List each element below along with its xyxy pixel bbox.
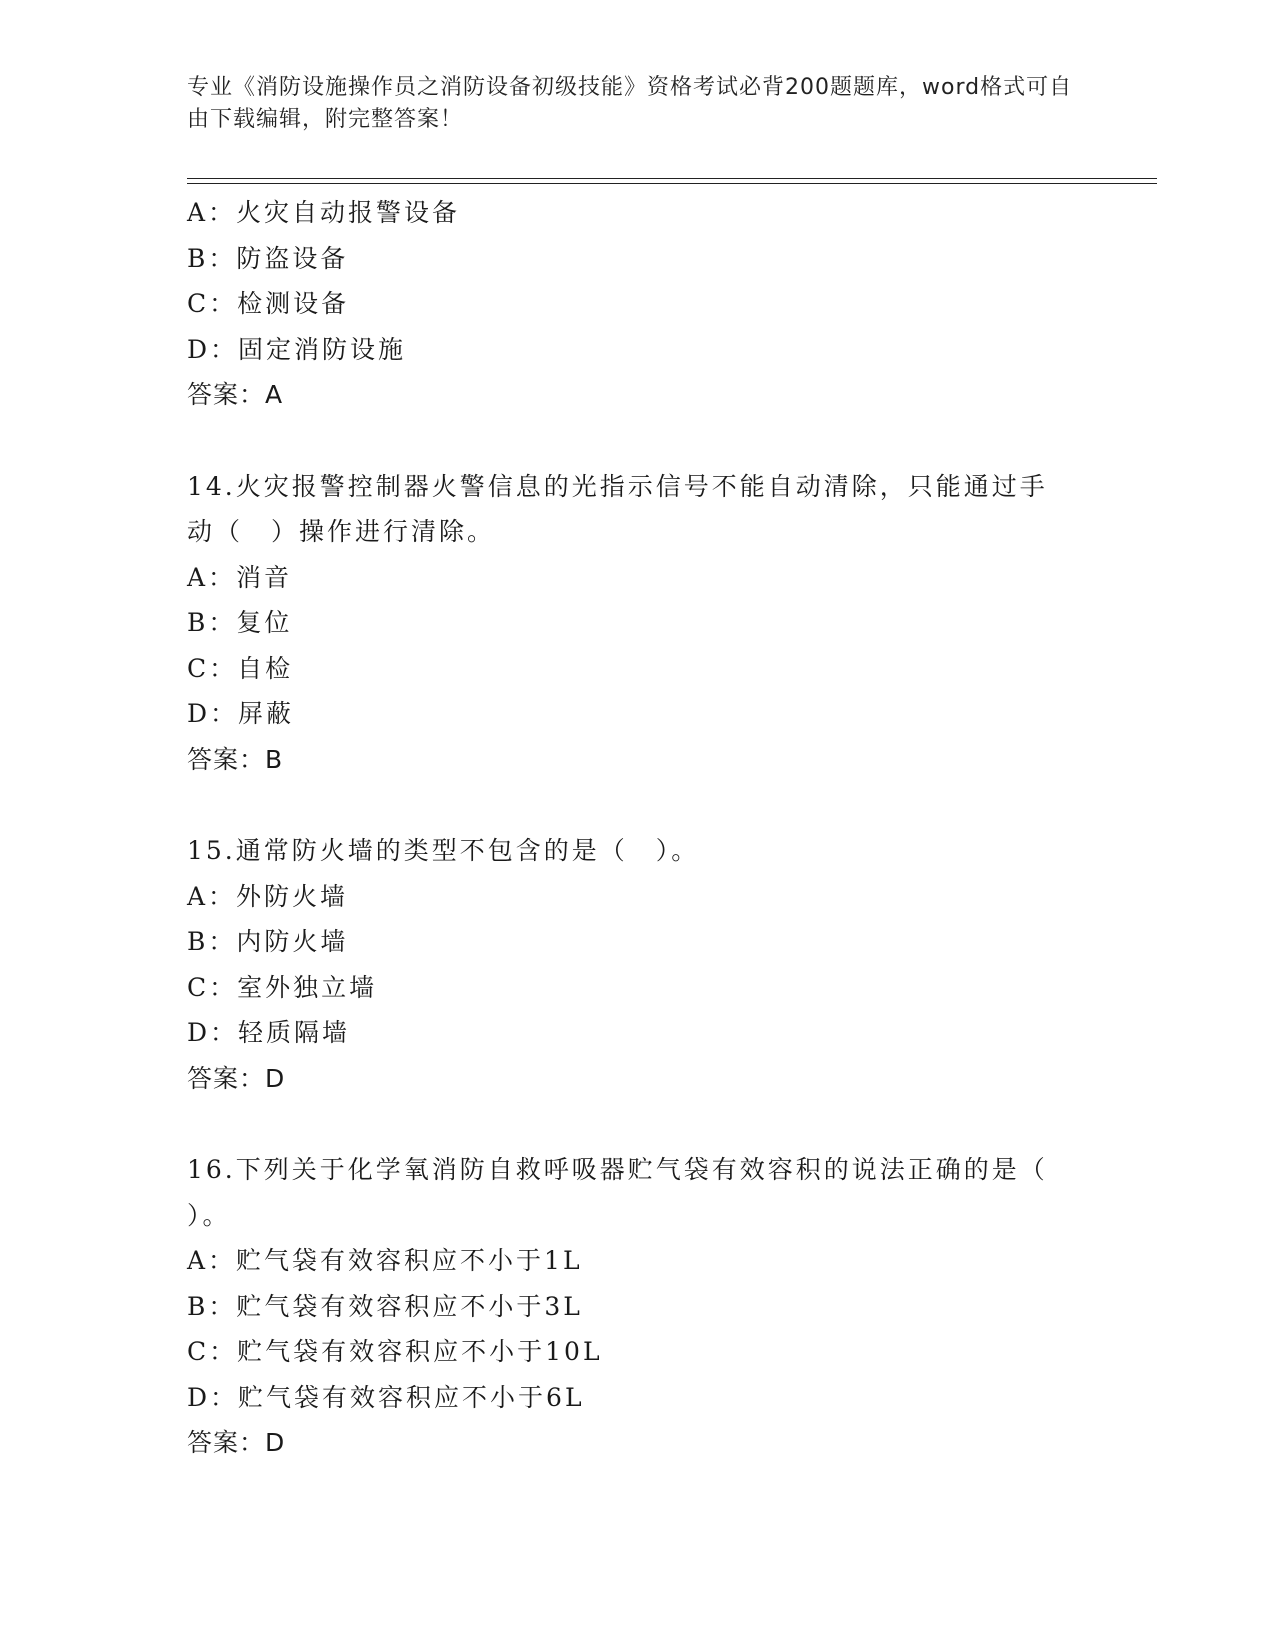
question-stem-continued: ）。 bbox=[187, 1200, 231, 1230]
option-c: C：室外独立墙 bbox=[187, 972, 378, 1002]
answer-line: 答案：A bbox=[187, 380, 284, 409]
question-stem: 15.通常防火墙的类型不包含的是（ ）。 bbox=[187, 836, 700, 865]
answer-line: 答案：D bbox=[187, 1063, 286, 1093]
option-c: C：检测设备 bbox=[187, 289, 350, 318]
option-d: D：屏蔽 bbox=[187, 699, 295, 728]
question-stem-continued: 动（ ）操作进行清除。 bbox=[187, 517, 496, 546]
question-14 bbox=[187, 464, 1087, 783]
option-d: D：轻质隔墙 bbox=[187, 1018, 351, 1047]
header-divider-bottom bbox=[187, 183, 1157, 184]
question-stem: 14.火灾报警控制器火警信息的光指示信号不能自动清除，只能通过手 bbox=[187, 471, 1048, 501]
option-b: B：防盗设备 bbox=[187, 243, 349, 273]
option-c: C：贮气袋有效容积应不小于10L bbox=[187, 1337, 603, 1366]
question-13-continued bbox=[187, 190, 1087, 418]
question-list bbox=[187, 190, 1087, 1466]
option-a: A：火灾自动报警设备 bbox=[187, 198, 461, 227]
answer-line: 答案：D bbox=[187, 1428, 286, 1457]
header-intro-text: 专业《消防设施操作员之消防设备初级技能》资格考试必背200题题库，word格式可自由下载编辑，附完整答案！ bbox=[187, 75, 1073, 132]
option-b: B：复位 bbox=[187, 608, 293, 637]
question-15 bbox=[187, 828, 1087, 1101]
option-b: B：贮气袋有效容积应不小于3L bbox=[187, 1291, 583, 1321]
option-a: A：消音 bbox=[187, 562, 293, 592]
question-16 bbox=[187, 1147, 1087, 1466]
option-a: A：贮气袋有效容积应不小于1L bbox=[187, 1246, 583, 1275]
option-d: D：固定消防设施 bbox=[187, 334, 407, 364]
option-b: B：内防火墙 bbox=[187, 927, 349, 956]
option-a: A：外防火墙 bbox=[187, 881, 349, 911]
header-divider-top bbox=[187, 178, 1157, 179]
option-c: C：自检 bbox=[187, 653, 294, 683]
option-d: D：贮气袋有效容积应不小于6L bbox=[187, 1382, 585, 1412]
answer-line: 答案：B bbox=[187, 744, 284, 774]
document-header bbox=[187, 72, 1087, 136]
question-stem: 16.下列关于化学氧消防自救呼吸器贮气袋有效容积的说法正确的是（ bbox=[187, 1155, 1048, 1184]
